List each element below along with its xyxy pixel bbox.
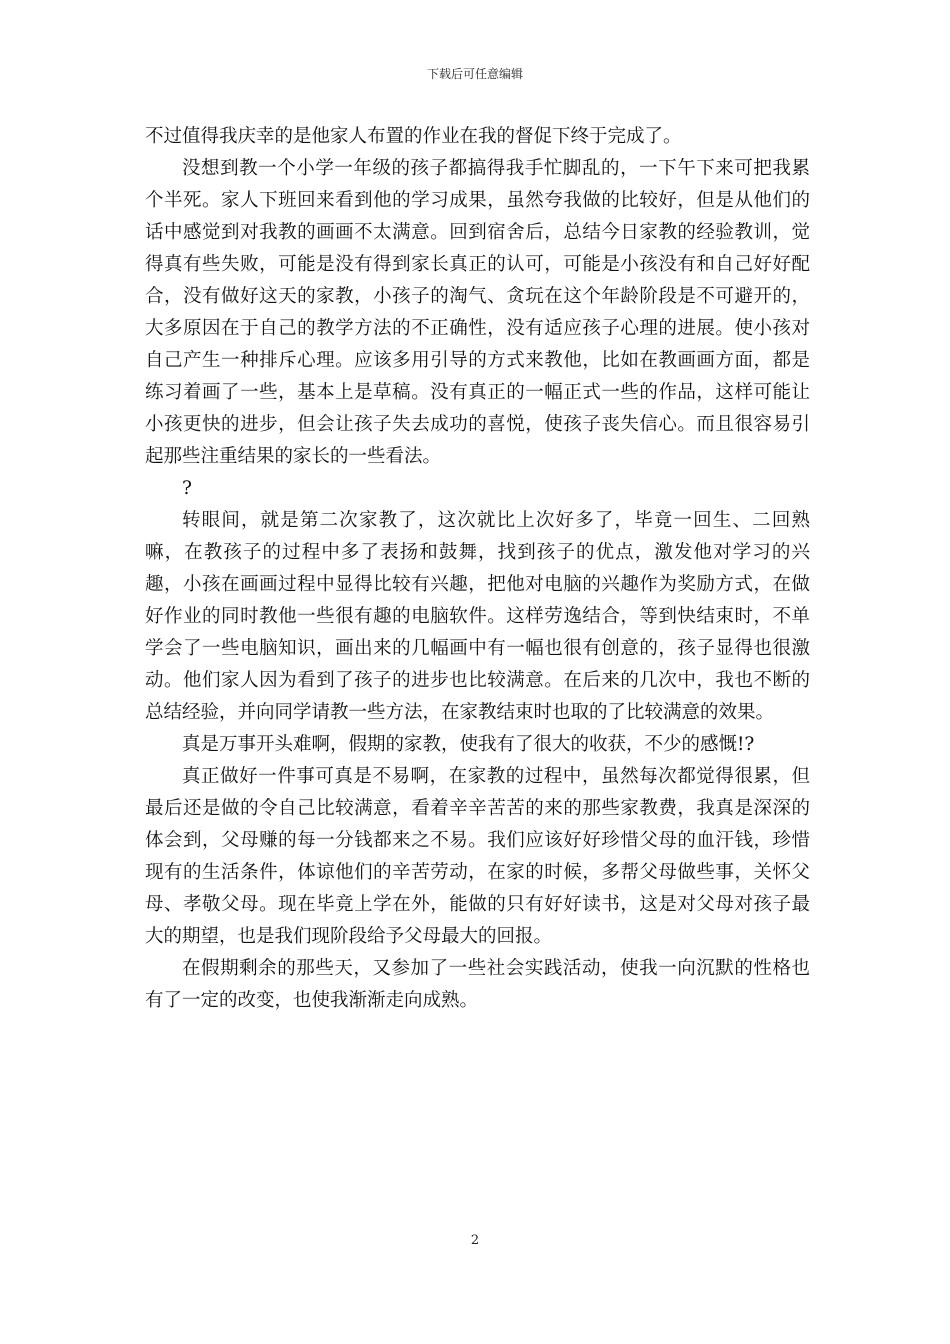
paragraph-5: 真是万事开头难啊，假期的家教，使我有了很大的收获，不少的感慨!?: [182, 734, 755, 755]
paragraph-2: 没想到教一个小学一年级的孩子都搞得我手忙脚乱的，一下午下来可把我累个半死。家人下班回来看到他的学习成果，虽然夸我做的比较好，但是从他们的话中感觉到对我教的画画不太满意。回到宿舍后，总结今日家教的经验教训，觉得真有些失败，可能是没有得到家长真正的认可，可能是小孩没有和自己好好配合，没有做好这天的家教，小孩子的淘气、贪玩在这个年龄阶段是不可避开的，大多原因在于自己的教学方法的不正确性，没有适应孩子心理的进展。使小孩对自己产生一种排斥心理。应该多用引导的方式来教他，比如在教画画方面，都是练习着画了一些，基本上是草稿。没有真正的一幅正式一些的作品，这样可能让小孩更快的进步，但会让孩子失去成功的喜悦，使孩子丧失信心。而且很容易引起那些注重结果的家长的一些看法。: [145, 158, 810, 467]
paragraph-3: ?: [182, 478, 192, 499]
paragraph-4: 转眼间，就是第二次家教了，这次就比上次好多了，毕竟一回生、二回熟嘛，在教孩子的过程中多了表扬和鼓舞，找到孩子的优点，激发他对学习的兴趣，小孩在画画过程中显得比较有兴趣，把他对电脑的兴趣作为奖励方式，在做好作业的同时教他一些很有趣的电脑软件。这样劳逸结合，等到快结束时，不单学会了一些电脑知识，画出来的几幅画中有一幅也很有创意的，孩子显得也很激动。他们家人因为看到了孩子的进步也比较满意。在后来的几次中，我也不断的总结经验，并向同学请教一些方法，在家教结束时也取的了比较满意的效果。: [145, 510, 810, 723]
paragraph-7: 在假期剩余的那些天，又参加了一些社会实践活动，使我一向沉默的性格也有了一定的改变，也使我渐渐走向成熟。: [145, 958, 810, 1011]
page-number: 2: [470, 1233, 480, 1248]
page-header: 下载后可任意编辑: [426, 67, 523, 81]
paragraph-1: 不过值得我庆幸的是他家人布置的作业在我的督促下终于完成了。: [145, 126, 682, 147]
paragraph-6: 真正做好一件事可真是不易啊，在家教的过程中，虽然每次都觉得很累，但最后还是做的令自己比较满意，看着辛辛苦苦的来的那些家教费，我真是深深的体会到，父母赚的每一分钱都来之不易。我们应该好好珍惜父母的血汗钱，珍惜现有的生活条件，体谅他们的辛苦劳动，在家的时候，多帮父母做些事，关怀父母、孝敬父母。现在毕竟上学在外，能做的只有好好读书，这是对父母对孩子最大的期望，也是我们现阶段给予父母最大的回报。: [145, 766, 810, 947]
body-text: [145, 121, 810, 1017]
